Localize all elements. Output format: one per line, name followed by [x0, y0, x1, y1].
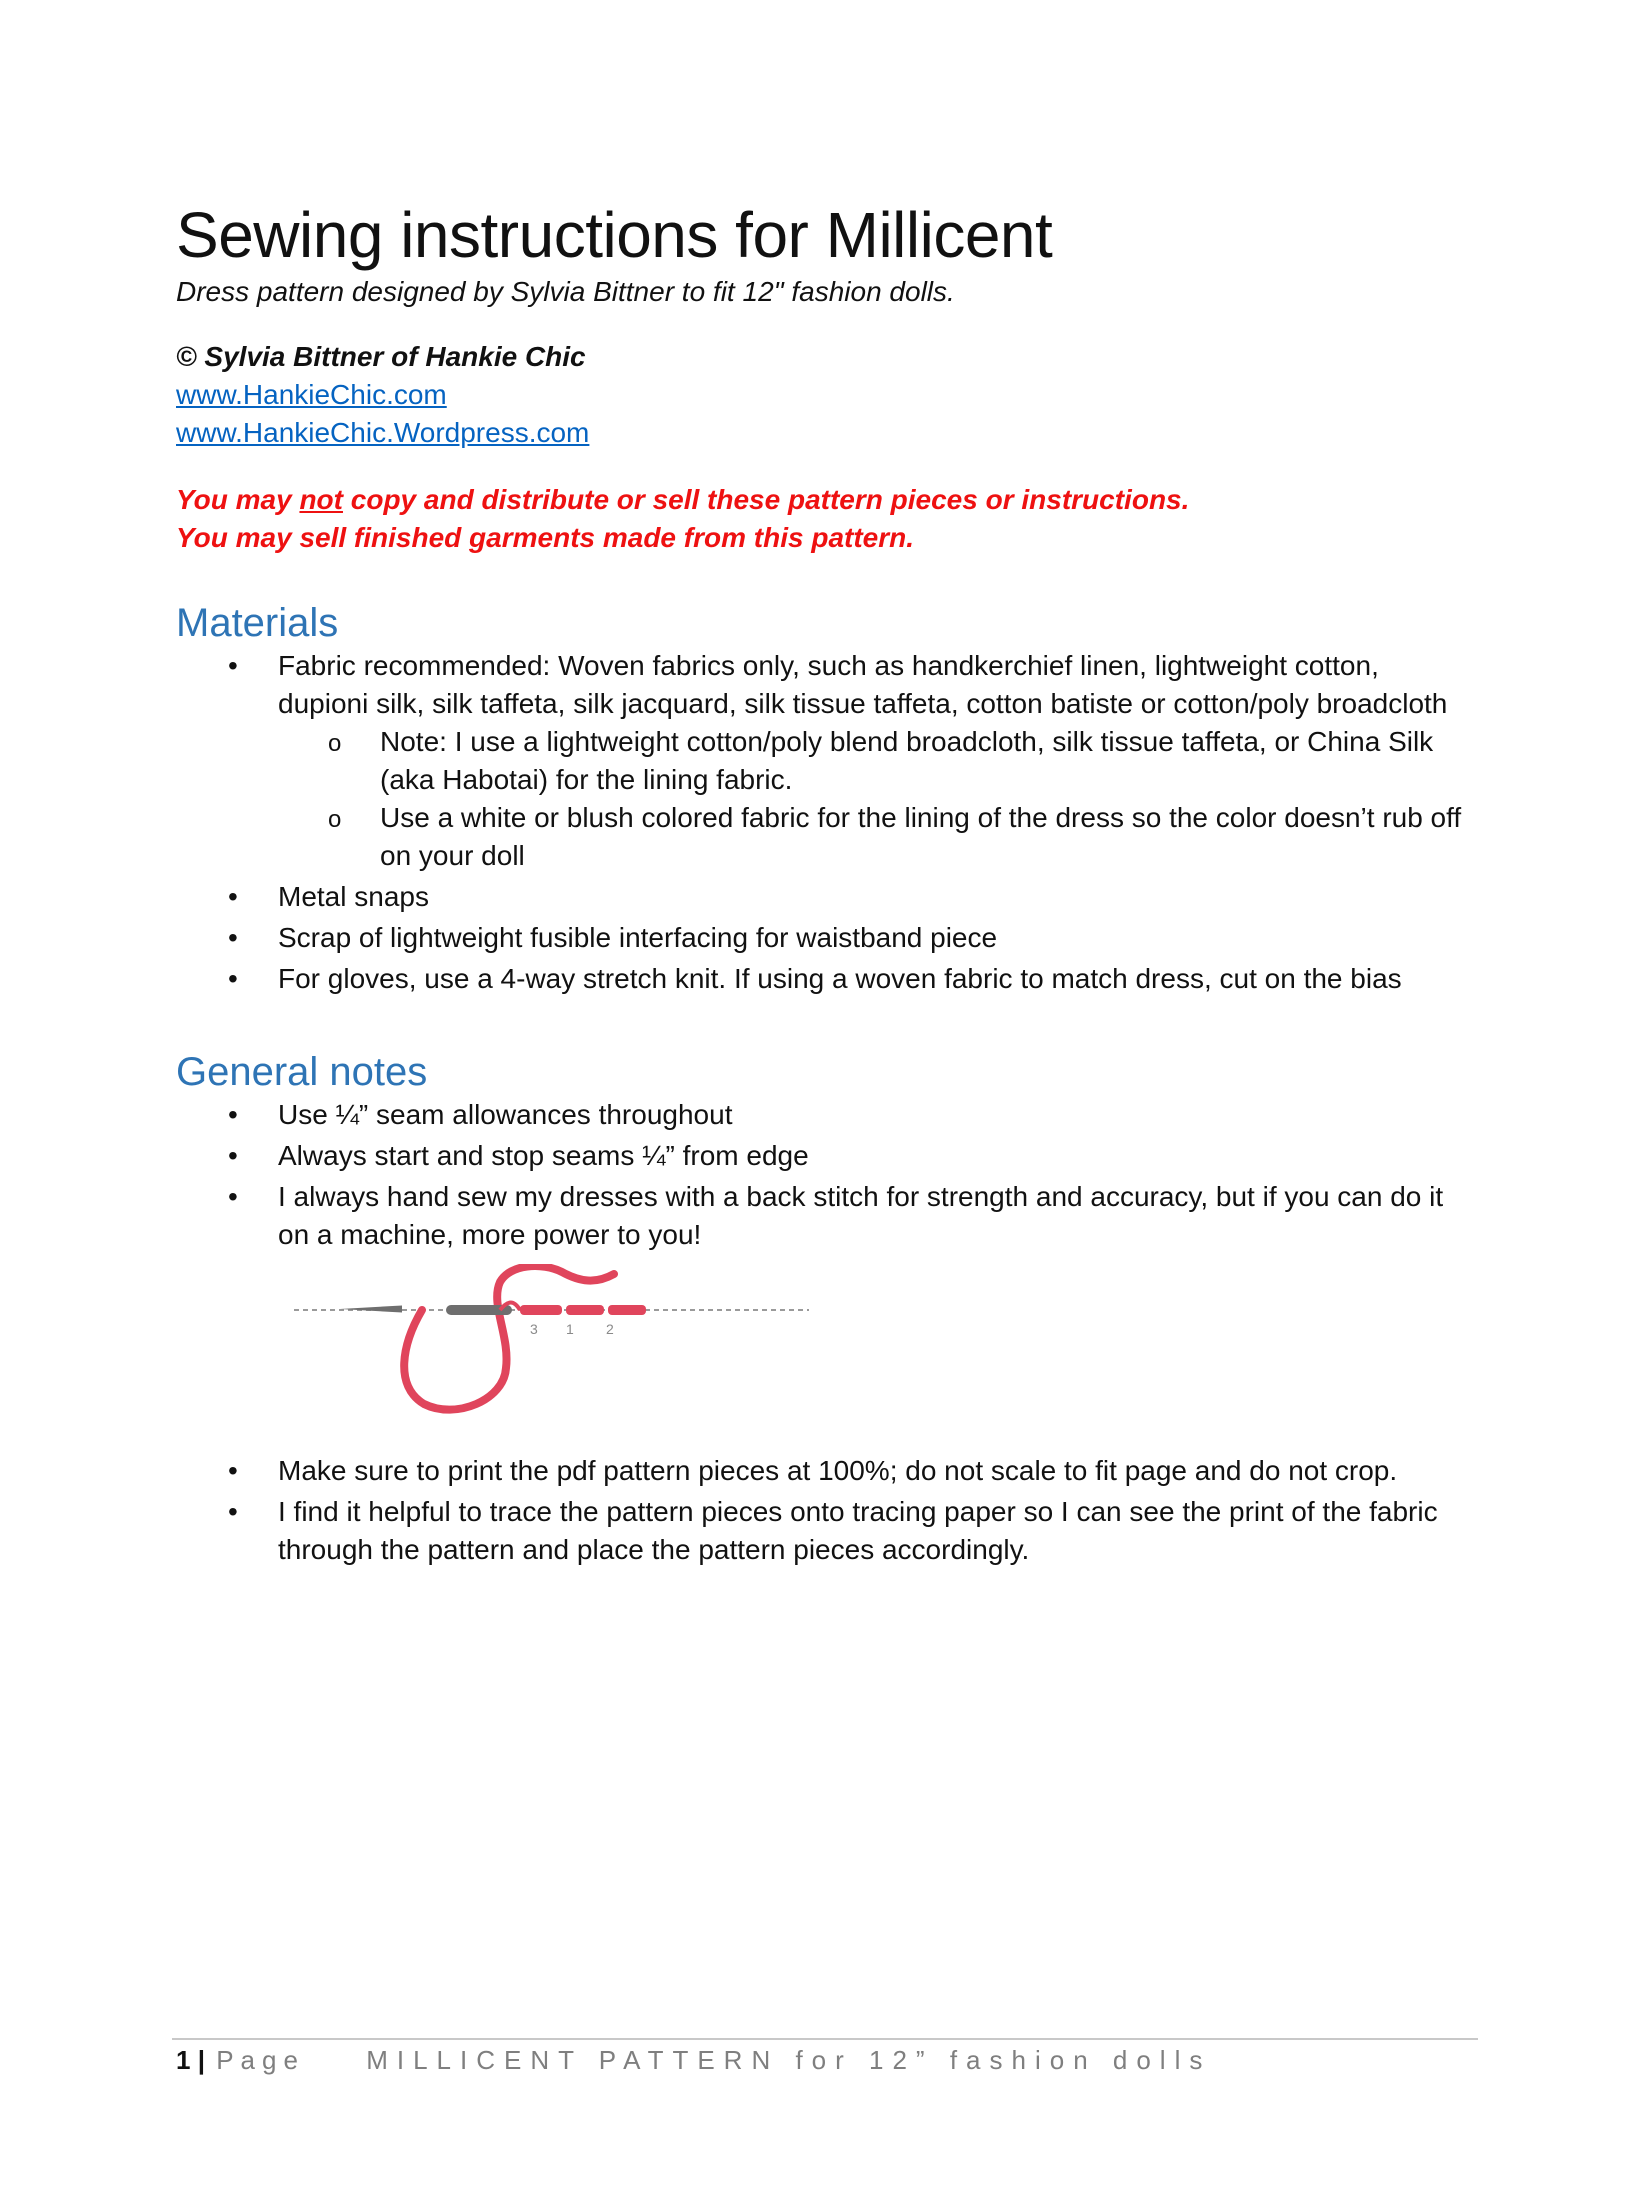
- sub-list-item-text: Use a white or blush colored fabric for the lining of the dress so the color doesn’t rub off on your doll: [380, 802, 1462, 872]
- bullet-icon: •: [228, 1181, 238, 1213]
- materials-list: [176, 647, 1476, 998]
- bullet-icon: •: [228, 922, 238, 954]
- page-label: Page: [216, 2045, 305, 2075]
- sub-list-item: [278, 799, 1476, 875]
- footer-separator: |: [197, 2045, 205, 2075]
- list-item-text: Make sure to print the pdf pattern pieces at 100%; do not scale to fit page and do not crop.: [278, 1455, 1398, 1487]
- list-item-text: Fabric recommended: Woven fabrics only, such as handkerchief linen, lightweight cotton, dupioni silk, silk taffeta, silk jacquard, silk tissue taffeta, cotton batiste or cotton/poly broadcloth: [278, 650, 1448, 720]
- warning-line-1-pre: You may: [176, 484, 300, 516]
- page-title: Sewing instructions for Millicent: [176, 199, 1053, 271]
- list-item: [176, 1178, 1476, 1254]
- footer-text: MILLICENT PATTERN for 12” fashion dolls: [366, 2045, 1212, 2075]
- warning-line-2: You may sell finished garments made from this pattern.: [176, 522, 915, 554]
- needle-left: [340, 1306, 402, 1313]
- list-item: [176, 647, 1476, 875]
- bullet-icon: •: [228, 881, 238, 913]
- list-item-text: Metal snaps: [278, 881, 429, 913]
- stitch-segment: [566, 1305, 604, 1315]
- sub-list: [278, 723, 1476, 875]
- warning-line-1-post: copy and distribute or sell these pattern pieces or instructions.: [342, 484, 1190, 516]
- bullet-icon: •: [228, 1455, 238, 1487]
- bullet-icon: •: [228, 1140, 238, 1172]
- list-item: [176, 1493, 1476, 1569]
- page-footer: [176, 2044, 1211, 2078]
- list-item-text: I always hand sew my dresses with a back stitch for strength and accuracy, but if you can do it on a machine, more power to you!: [278, 1181, 1444, 1251]
- circle-bullet-icon: o: [328, 730, 342, 758]
- stitch-segment: [520, 1305, 562, 1315]
- list-item-text: Use ¼” seam allowances throughout: [278, 1099, 733, 1131]
- page-content: [176, 200, 1476, 1569]
- stitch-label-1: 1: [566, 1321, 574, 1338]
- stitch-label-3: 3: [530, 1321, 538, 1338]
- copyright-notice: © Sylvia Bittner of Hankie Chic: [176, 341, 586, 373]
- bullet-icon: •: [228, 650, 238, 682]
- thread-loop: [404, 1266, 614, 1410]
- list-item: [176, 1137, 1476, 1175]
- stitch-segment: [608, 1305, 646, 1315]
- list-item: [176, 919, 1476, 957]
- bullet-icon: •: [228, 963, 238, 995]
- list-item-text: Scrap of lightweight fusible interfacing for waistband piece: [278, 922, 998, 954]
- page-number: 1: [176, 2045, 191, 2075]
- general-notes-list: [176, 1096, 1476, 1254]
- sub-list-item: [278, 723, 1476, 799]
- list-item: [176, 1452, 1476, 1490]
- circle-bullet-icon: o: [328, 806, 342, 834]
- copy-warning: [176, 481, 1476, 557]
- stitch-label-2: 2: [606, 1321, 614, 1338]
- link-hankiechic-wordpress[interactable]: www.HankieChic.Wordpress.com: [176, 416, 590, 448]
- link-hankiechic[interactable]: www.HankieChic.com: [176, 378, 447, 410]
- list-item-text: I find it helpful to trace the pattern pieces onto tracing paper so I can see the print of the fabric through the pattern and place the pattern pieces accordingly.: [278, 1496, 1438, 1566]
- warning-line-1: [176, 481, 1476, 519]
- bullet-icon: •: [228, 1099, 238, 1131]
- list-item: [176, 1096, 1476, 1134]
- general-notes-heading: General notes: [176, 1050, 428, 1095]
- back-stitch-illustration: [294, 1264, 814, 1434]
- warning-emphasis-not: not: [299, 484, 343, 516]
- back-stitch-diagram: [294, 1264, 814, 1434]
- list-item-text: For gloves, use a 4-way stretch knit. If using a woven fabric to match dress, cut on the bias: [278, 963, 1402, 995]
- subtitle: Dress pattern designed by Sylvia Bittner to fit 12" fashion dolls.: [176, 275, 955, 307]
- list-item: [176, 878, 1476, 916]
- list-item-text: Always start and stop seams ¼” from edge: [278, 1140, 809, 1172]
- materials-heading: Materials: [176, 601, 339, 646]
- footer-divider: [172, 2038, 1478, 2040]
- general-notes-list-continued: [176, 1452, 1476, 1569]
- list-item: [176, 960, 1476, 998]
- sub-list-item-text: Note: I use a lightweight cotton/poly blend broadcloth, silk tissue taffeta, or China Silk (aka Habotai) for the lining fabric.: [380, 726, 1434, 796]
- bullet-icon: •: [228, 1496, 238, 1528]
